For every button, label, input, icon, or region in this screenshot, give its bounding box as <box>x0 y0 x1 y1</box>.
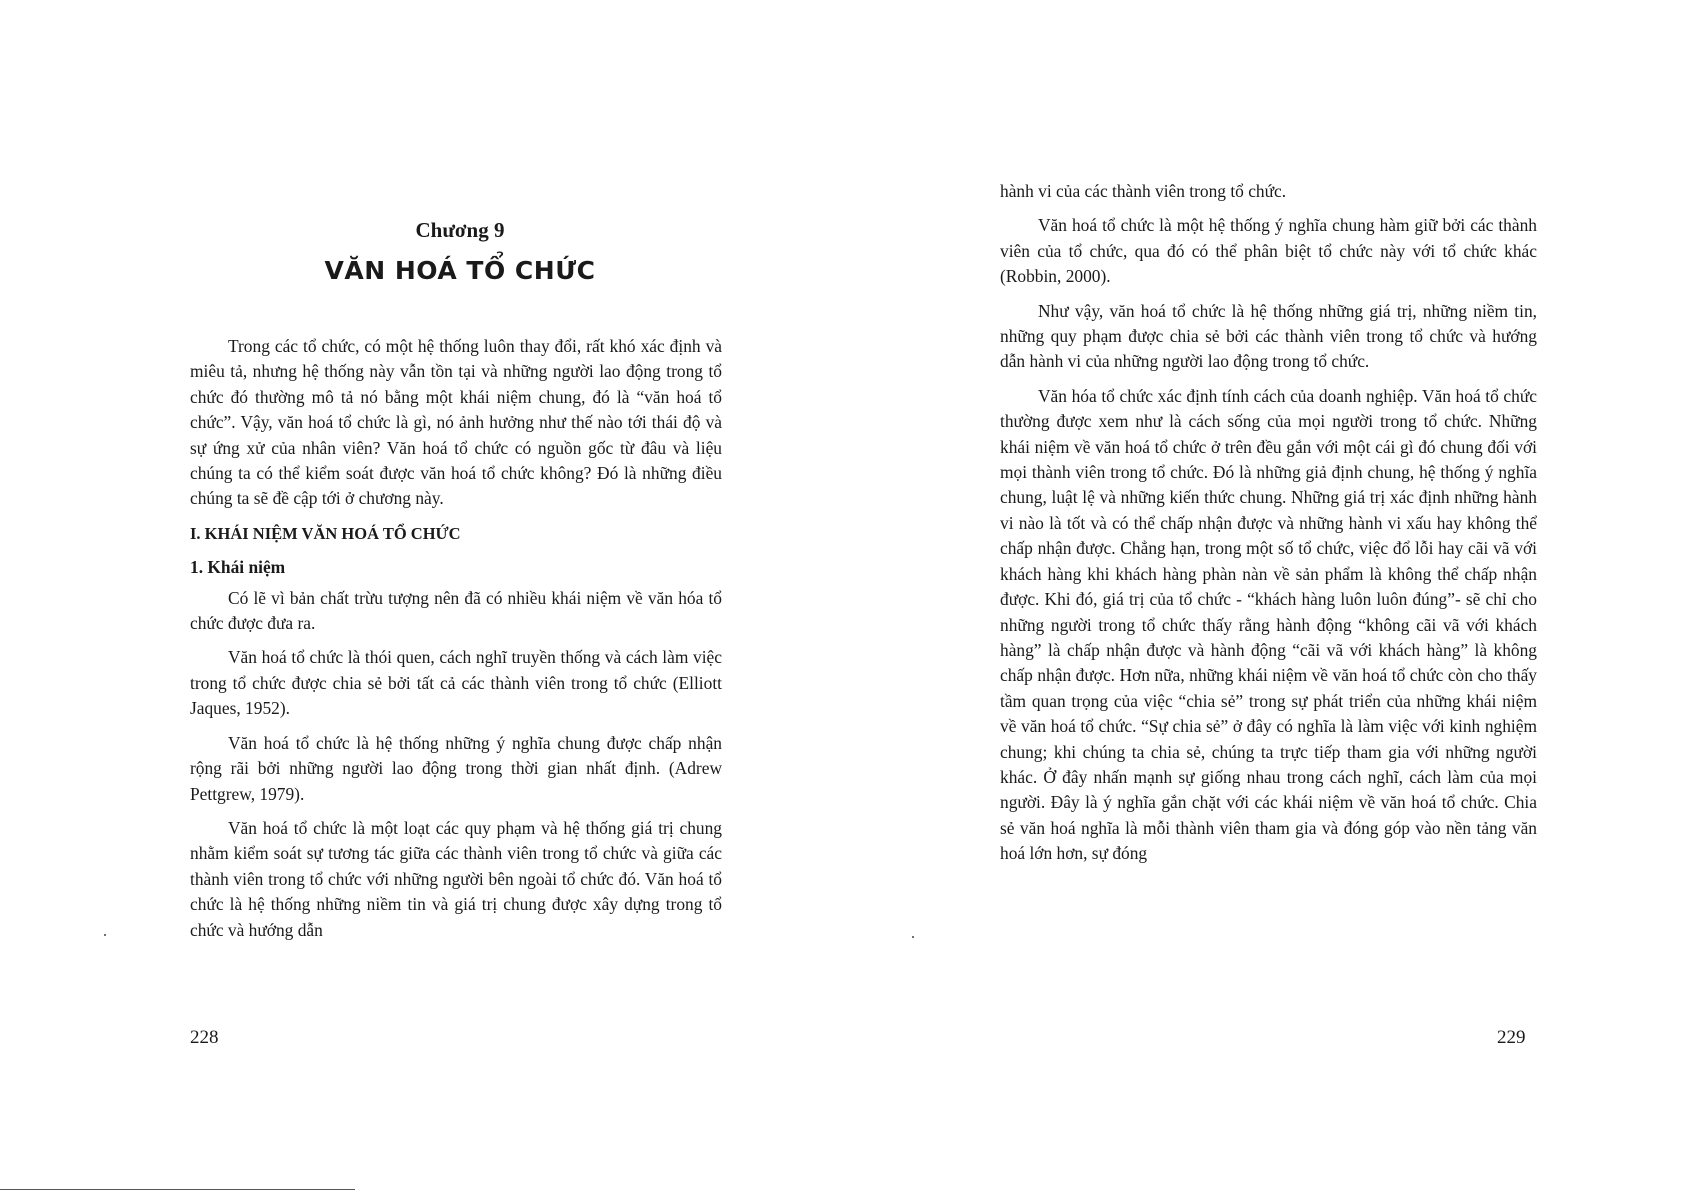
scan-speck <box>104 934 106 936</box>
paragraph: Như vậy, văn hoá tổ chức là hệ thống những giá trị, những niềm tin, những quy phạm được chia sẻ bởi các thành viên trong tổ chức và hướng dẫn hành vi của những người lao động trong tổ chức. <box>1000 300 1537 372</box>
page-number: 229 <box>1497 1027 1526 1048</box>
paragraph: Văn hóa tổ chức xác định tính cách của doanh nghiệp. Văn hoá tổ chức thường được xem như là cách sống của mọi người trong tổ chức. Những khái niệm về văn hoá tổ chức ở trên đều gắn với một cái gì đó chung đối với mọi thành viên trong tổ chức. Đó là những giả định chung, hệ thống ý nghĩa chung, luật lệ và những kiến thức chung. Những giá trị xác định những hành vi nào là tốt và có thể chấp nhận được và những hành vi xấu hay không thể chấp nhận được. Chẳng hạn, trong một số tổ chức, việc đổ lỗi hay cãi vã với khách hàng khi khách hàng phàn nàn về sản phẩm là không thể chấp nhận được. Khi đó, giá trị của tổ chức - “khách hàng luôn luôn đúng”- sẽ chỉ cho những người trong tổ chức thấy rằng hành động “không cãi vã với khách hàng” là chấp nhận được và hành động “cãi vã với khách hàng” là không chấp nhận được. Hơn nữa, những khái niệm về văn hoá tổ chức còn cho thấy tầm quan trọng của việc “chia sẻ” trong sự phát triển của những khái niệm về văn hoá tổ chức. “Sự chia sẻ” ở đây có nghĩa là làm việc với kinh nghiệm chung; khi chúng ta chia sẻ, chúng ta trực tiếp tham gia với những người khác. Ở đây nhấn mạnh sự giống nhau trong cách nghĩ, cách làm của mọi người. Đây là ý nghĩa gắn chặt với các khái niệm về văn hoá tổ chức. Chia sẻ văn hoá nghĩa là mỗi thành viên tham gia và đóng góp vào nền tảng văn hoá lớn hơn, sự đóng <box>1000 385 1537 864</box>
paragraph: Có lẽ vì bản chất trừu tượng nên đã có nhiều khái niệm về văn hóa tổ chức được đưa ra. <box>190 587 722 634</box>
chapter-label: Chương 9 <box>415 218 505 242</box>
chapter-title: VĂN HOÁ TỔ CHỨC <box>324 256 596 285</box>
scan-edge-line <box>0 1189 355 1190</box>
page-number: 228 <box>190 1027 219 1048</box>
paragraph-continuation: hành vi của các thành viên trong tổ chức. <box>1000 181 1287 201</box>
paragraph: Văn hoá tổ chức là một hệ thống ý nghĩa chung hàm giữ bởi các thành viên của tổ chức, qua đó có thể phân biệt tổ chức này với tổ chức khác (Robbin, 2000). <box>1000 215 1537 287</box>
paragraph: Văn hoá tổ chức là thói quen, cách nghĩ truyền thống và cách làm việc trong tổ chức được chia sẻ bởi tất cả các thành viên trong tổ chức (Elliott Jaques, 1952). <box>190 647 722 719</box>
subsection-heading: 1. Khái niệm <box>190 557 286 578</box>
scan-speck <box>912 936 914 938</box>
left-text-column <box>190 334 722 952</box>
section-heading: I. KHÁI NIỆM VĂN HOÁ TỔ CHỨC <box>190 523 461 543</box>
right-text-column <box>1000 179 1537 876</box>
left-page <box>0 0 842 1191</box>
paragraph: Trong các tổ chức, có một hệ thống luôn thay đổi, rất khó xác định và miêu tả, nhưng hệ thống này vẫn tồn tại và những người lao động trong tổ chức đó thường mô tả nó bằng một khái niệm chung, đó là “văn hoá tổ chức”. Vậy, văn hoá tổ chức là gì, nó ảnh hưởng như thế nào tới thái độ và sự ứng xử của nhân viên? Văn hoá tổ chức có nguồn gốc từ đâu và liệu chúng ta có thể kiểm soát được văn hoá tổ chức không? Đó là những điều chúng ta sẽ đề cập tới ở chương này. <box>190 336 722 509</box>
paragraph: Văn hoá tổ chức là một loạt các quy phạm và hệ thống giá trị chung nhằm kiểm soát sự tương tác giữa các thành viên trong tổ chức và giữa các thành viên trong tổ chức với những người bên ngoài tổ chức đó. Văn hoá tổ chức là hệ thống những niềm tin và giá trị chung được xây dựng trong tổ chức và hướng dẫn <box>190 817 722 940</box>
paragraph: Văn hoá tổ chức là hệ thống những ý nghĩa chung được chấp nhận rộng rãi bởi những người lao động trong thời gian nhất định. (Adrew Pettgrew, 1979). <box>190 732 722 804</box>
